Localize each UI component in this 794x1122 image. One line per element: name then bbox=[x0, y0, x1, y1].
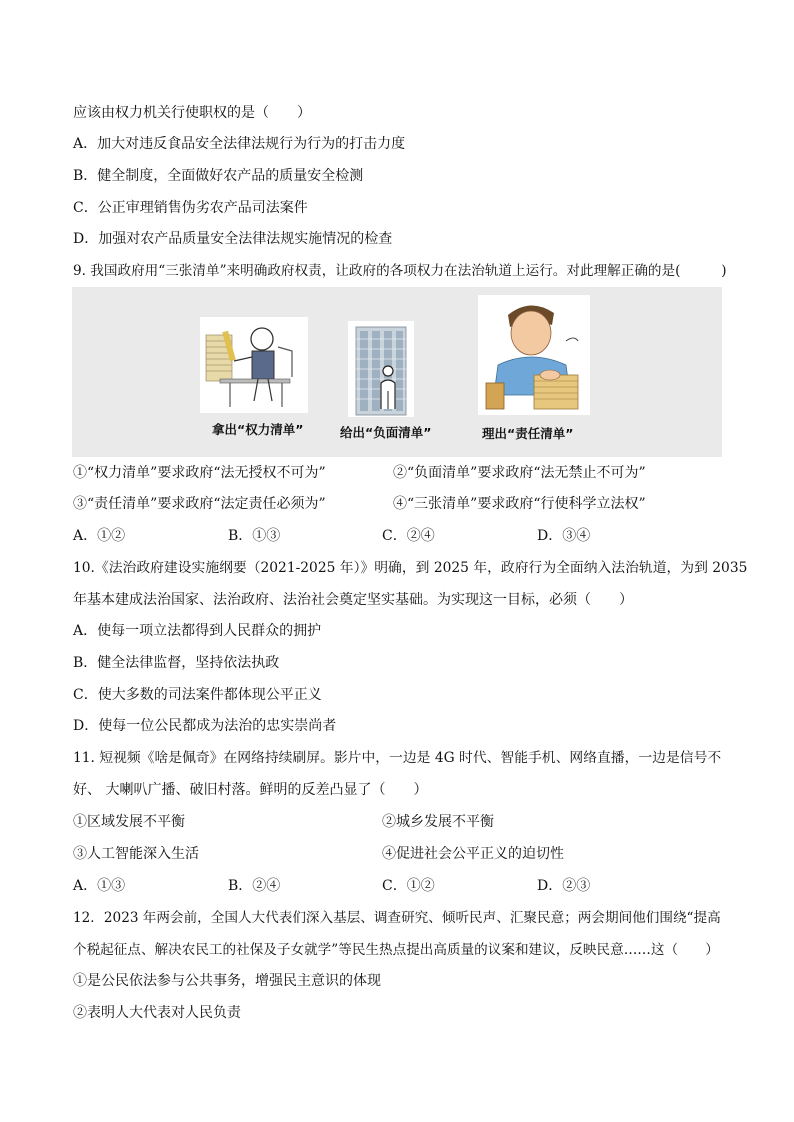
sorting-man-illustration bbox=[478, 295, 590, 415]
q9-choice-d: D．③④ bbox=[537, 528, 591, 544]
q9-statement-1: ①“权力清单”要求政府“法无授权不可为” bbox=[73, 465, 326, 481]
q9-choice-a: A．①② bbox=[73, 528, 126, 544]
three-lists-figure bbox=[72, 287, 722, 457]
building-illustration bbox=[348, 321, 414, 417]
q11-choice-d: D．②③ bbox=[537, 878, 591, 894]
q10-option-a: A．使每一项立法都得到人民群众的拥护 bbox=[73, 623, 322, 639]
q9-statement-2: ②“负面清单”要求政府“法无禁止不可为” bbox=[393, 465, 646, 481]
q8-stem-tail: 应该由权力机关行使职权的是（ ） bbox=[73, 105, 311, 121]
caption-negative-list: 给出“负面清单” bbox=[340, 425, 432, 440]
q8-option-a: A．加大对违反食品安全法律法规行为行为的打击力度 bbox=[73, 136, 406, 152]
q11-statement-3: ③人工智能深入生活 bbox=[73, 846, 199, 862]
q11-choice-a: A．①③ bbox=[73, 878, 126, 894]
q8-option-d: D．加强对农产品质量安全法律法规实施情况的检查 bbox=[73, 231, 393, 247]
q11-stem-line2: 好、 大喇叭广播、破旧村落。鲜明的反差凸显了（ ） bbox=[73, 782, 428, 798]
q12-stem-line1: 12．2023 年两会前，全国人大代表们深入基层、调查研究、倾听民声、汇聚民意；两会期间他们围绕“提高 bbox=[73, 910, 721, 926]
q10-option-d: D．使每一位公民都成为法治的忠实崇尚者 bbox=[73, 718, 337, 734]
q10-option-b: B．健全法律监督，坚持依法执政 bbox=[73, 655, 280, 671]
office-worker-illustration bbox=[200, 317, 308, 413]
q9-choice-b: B．①③ bbox=[228, 528, 281, 544]
caption-power-list: 拿出“权力清单” bbox=[212, 422, 304, 437]
q11-choice-b: B．②④ bbox=[228, 878, 281, 894]
q8-option-b: B．健全制度，全面做好农产品的质量安全检测 bbox=[73, 168, 364, 184]
q11-stem-line1: 11. 短视频《啥是佩奇》在网络持续刷屏。影片中，一边是 4G 时代、智能手机、网络直播，一边是信号不 bbox=[73, 750, 722, 766]
q8-option-c: C．公正审理销售伪劣农产品司法案件 bbox=[73, 200, 308, 216]
q10-stem-line1: 10.《法治政府建设实施纲要（2021-2025 年）》明确，到 2025 年，政府行为全面纳入法治轨道，为到 2035 bbox=[73, 560, 748, 576]
caption-responsibility-list: 理出“责任清单” bbox=[482, 426, 574, 441]
q9-stem: 9. 我国政府用“三张清单”来明确政府权责，让政府的各项权力在法治轨道上运行。对此理解正确的是( ) bbox=[73, 263, 727, 279]
q11-statement-4: ④促进社会公平正义的迫切性 bbox=[382, 846, 564, 862]
q9-statement-3: ③“责任清单”要求政府“法定责任必须为” bbox=[73, 496, 326, 512]
q12-statement-2: ②表明人大代表对人民负责 bbox=[73, 1005, 241, 1021]
q9-statement-4: ④“三张清单”要求政府“行使科学立法权” bbox=[393, 496, 646, 512]
q12-stem-line2: 个税起征点、解决农民工的社保及子女就学”等民生热点提出高质量的议案和建议，反映民意……这（ ） bbox=[73, 942, 719, 958]
q11-statement-2: ②城乡发展不平衡 bbox=[382, 814, 494, 830]
q9-choice-c: C．②④ bbox=[382, 528, 435, 544]
q10-option-c: C．使大多数的司法案件都体现公平正义 bbox=[73, 687, 322, 703]
q10-stem-line2: 年基本建成法治国家、法治政府、法治社会奠定坚实基础。为实现这一目标，必须（ ） bbox=[73, 592, 633, 608]
q11-statement-1: ①区域发展不平衡 bbox=[73, 814, 185, 830]
q11-choice-c: C．①② bbox=[382, 878, 435, 894]
q12-statement-1: ①是公民依法参与公共事务，增强民主意识的体现 bbox=[73, 973, 381, 989]
